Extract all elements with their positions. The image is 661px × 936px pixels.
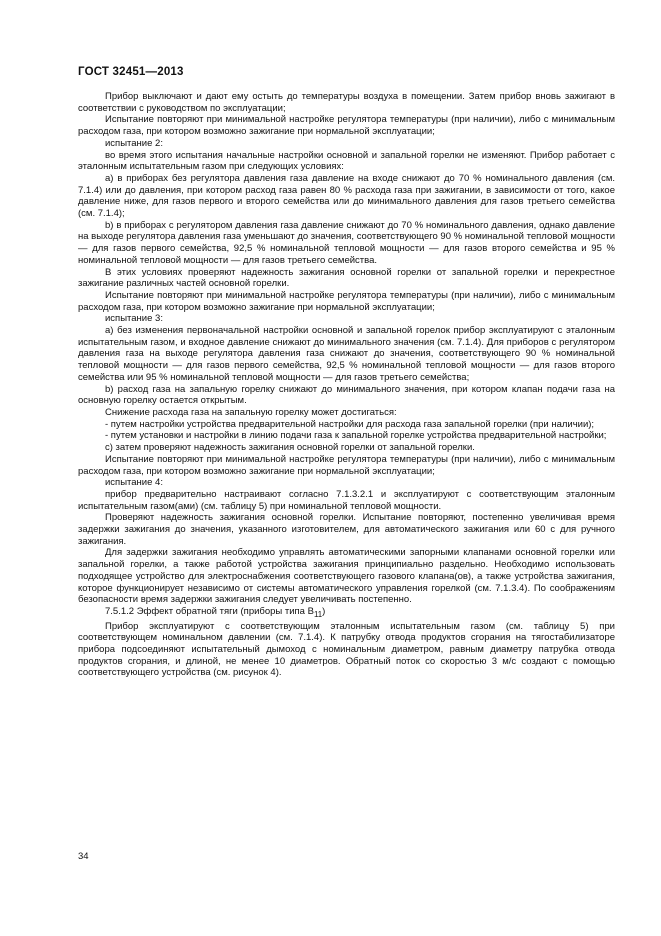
paragraph: испытание 4: (105, 477, 163, 489)
paragraph: Прибор выключают и дают ему остыть до температуры воздуха в помещении. Затем прибор вновь зажигают в соответствии с руководством по эксплуатации; (78, 91, 615, 114)
paragraph: с) затем проверяют надежность зажигания основной горелки от запальной горелки. (105, 442, 475, 454)
paragraph: а) в приборах без регулятора давления газа давление на входе снижают до 70 % номинального давления (см. 7.1.4) или до давления, при котором расход газа равен 80 % расхода газа при зажигании, в зависимости от того, какое давление ниже, для газов первого и второго семейства или до минимального давления для газов третьего семейства (см. 7.1.4); (78, 172, 615, 220)
paragraph: Проверяют надежность зажигания основной горелки. Испытание повторяют, постепенно увеличивая время задержки зажигания до значения, указанного изготовителем, для автоматического зажигания или 60 с для ручного зажигания. (78, 512, 615, 547)
paragraph: а) без изменения первоначальной настройки основной и запальной горелок прибор эксплуатируют с эталонным испытательным газом, и входное давление снижают до минимального значения (см. 7.1.4). Для приборов с регулятором давления газа на выходе регулятора давления газа снижают до значения, соответствующего 90 % номинальной тепловой мощности — для газов первого семейства, 92,5 % номинальной тепловой мощности — для газов второго семейства или 95 % номинальной тепловой мощности — для газов третьего семейства; (78, 325, 615, 383)
paragraph: Испытание повторяют при минимальной настройке регулятора температуры (при наличии), либо с минимальным расходом газа, при котором возможно зажигание при нормальной эксплуатации; (78, 453, 615, 477)
section-heading-close: ) (322, 605, 326, 617)
paragraph: во время этого испытания начальные настройки основной и запальной горелки не изменяют. Прибор работает с эталонным испытательным газом при следующих условиях: (78, 149, 615, 173)
document-header: ГОСТ 32451—2013 (78, 66, 184, 78)
section-heading-subscript: 11 (313, 609, 323, 619)
paragraph: Для задержки зажигания необходимо управлять автоматическими запорными клапанами основной горелки или запальной горелки, а также работой устройства зажигания принципиально раздельно. Необходимо использовать подходящее устройство для электроснабжения соответствующего газового клапана(ов), а также устройства зажигания, которое функционирует независимо от системы автоматического управления горелкой (см. 7.1.3.4). По соображениям безопасности время задержки зажигания следует увеличивать постепенно. (78, 547, 615, 606)
paragraph: b) в приборах с регулятором давления газа давление снижают до 70 % номинального давления, однако давление на выходе регулятора давления газа уменьшают до значения, соответствующего 90 % номинальной тепловой мощности — для газов первого семейства, 92,5 % номинальной тепловой мощности — для газов второго семейства и 95 % номинальной тепловой мощности — для газов третьего семейства. (78, 219, 615, 266)
paragraph: испытание 3: (105, 313, 163, 325)
paragraph: испытание 2: (105, 137, 163, 149)
section-heading-text: 7.5.1.2 Эффект обратной тяги (приборы типа В (105, 605, 314, 617)
paragraph: В этих условиях проверяют надежность зажигания основной горелки от запальной горелки и перекрестное зажигание различных частей основной горелки. (78, 266, 615, 290)
paragraph: - путем установки и настройки в линию подачи газа к запальной горелке устройства предварительной настройки; (105, 430, 607, 442)
paragraph: - путем настройки устройства предварительной настройки для расхода газа запальной горелки (при наличии); (105, 418, 595, 430)
section-heading (78, 606, 615, 621)
paragraph: Прибор эксплуатируют с соответствующим эталонным испытательным газом (см. таблицу 5) при соответствующем номинальном давлении (см. 7.1.4). К патрубку отвода продуктов сгорания на тягостабилизаторе прибора подсоединяют испытательный дымоход с номинальным диаметром, равным диаметру патрубка отвода продуктов сгорания, и длиной, не менее 10 диаметров. Обратный поток со скоростью 3 м/с создают с помощью соответствующего устройства (см. рисунок 4). (78, 620, 615, 679)
paragraph: Испытание повторяют при минимальной настройке регулятора температуры (при наличии), либо с минимальным расходом газа, при котором возможно зажигание при нормальной эксплуатации; (78, 114, 615, 138)
paragraph: Снижение расхода газа на запальную горелку может достигаться: (105, 406, 397, 418)
paragraph: прибор предварительно настраивают согласно 7.1.3.2.1 и эксплуатируют с соответствующим эталонным испытательным газом(ами) (см. таблицу 5) при номинальной тепловой мощности. (78, 488, 615, 512)
page-number: 34 (78, 851, 89, 862)
paragraph: Испытание повторяют при минимальной настройке регулятора температуры (при наличии), либо с минимальным расходом газа, при котором возможно зажигание при нормальной эксплуатации; (78, 289, 615, 313)
paragraph: b) расход газа на запальную горелку снижают до минимального значения, при котором клапан подачи газа на основную горелку остается открытым. (78, 383, 615, 407)
body-text (78, 91, 615, 679)
